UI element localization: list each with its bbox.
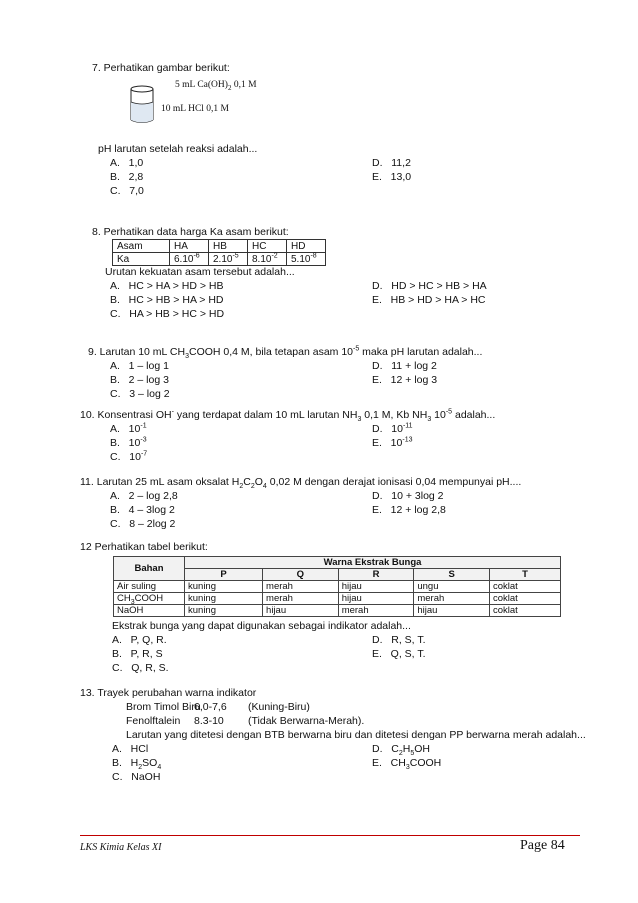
q12-title: 12 Perhatikan tabel berikut:	[80, 541, 208, 553]
ka-header-cell: HA	[170, 240, 209, 253]
table-cell: kuning	[185, 581, 263, 593]
ka-row-label: Ka	[113, 253, 170, 266]
q13-d-sub: 2	[398, 750, 403, 758]
row-label-sub: 3	[130, 598, 135, 606]
q12-option-b: B. P, R, S	[112, 648, 163, 660]
ka-header-cell: Asam	[113, 240, 170, 253]
q13-b-text: SO	[142, 757, 158, 769]
q9-text: COOH 0,4 M, bila tetapan asam 10	[189, 346, 353, 358]
table-cell: hijau	[414, 605, 490, 617]
ka-table-row	[113, 253, 326, 266]
q10-sub: 3	[427, 416, 432, 424]
table-cell: ungu	[414, 581, 490, 593]
q9-option-d: D. 11 + log 2	[372, 360, 437, 372]
q10-d-exp: -11	[402, 422, 413, 430]
q9-option-e: E. 12 + log 3	[372, 374, 438, 386]
ka-base: 6.10	[174, 253, 194, 265]
ka-cell	[170, 253, 209, 266]
table-cell: coklat	[490, 593, 561, 605]
row-label-text: CH	[117, 593, 131, 604]
q10-c-exp: -7	[140, 450, 148, 458]
q11-sub: 2	[239, 483, 244, 491]
q11-option-a: A. 2 – log 2,8	[110, 490, 178, 502]
q13-d-text: D. C	[372, 743, 399, 755]
q7-option-c: C. 7,0	[110, 185, 144, 197]
q13-b-text: B. H	[112, 757, 139, 769]
q13-stem: Larutan yang ditetesi dengan BTB berwarna biru dan ditetesi dengan PP berwarna merah adalah...	[126, 729, 586, 741]
indicator-1-name: Brom Timol Biru	[126, 701, 201, 713]
q10-a-exp: -1	[140, 422, 147, 430]
q8-option-b: B. HC > HB > HA > HD	[110, 294, 224, 306]
q9-stem	[88, 345, 483, 361]
q10-sub: 3	[357, 416, 362, 424]
table-row	[114, 605, 561, 617]
table-header-row	[114, 557, 561, 569]
row-label: Air suling	[114, 581, 185, 593]
q10-text: 10	[431, 409, 446, 421]
ka-table	[112, 239, 326, 266]
ka-exp: -5	[232, 252, 239, 260]
footer-left: LKS Kimia Kelas XI	[80, 842, 162, 853]
q13-option-d	[372, 743, 430, 758]
q8-option-d: D. HD > HC > HB > HA	[372, 280, 487, 292]
ka-exp: -6	[193, 252, 200, 260]
q11-option-c: C. 8 – 2log 2	[110, 518, 176, 530]
q10-c-text: C. 10	[110, 451, 141, 463]
q10-text: 0,1 M, Kb NH	[361, 409, 428, 421]
q12-option-a: A. P, Q, R.	[112, 634, 167, 646]
q9-sub: 3	[185, 353, 189, 361]
table-cell: merah	[338, 605, 414, 617]
q8-option-a: A. HC > HA > HD > HB	[110, 280, 224, 292]
q8-option-c: C. HA > HB > HC > HD	[110, 308, 225, 320]
ka-exp: -2	[271, 252, 278, 260]
q10-option-d	[372, 423, 413, 435]
ka-base: 5.10	[291, 253, 311, 265]
ka-table-header	[113, 240, 326, 253]
q9-option-b: B. 2 – log 3	[110, 374, 169, 386]
q11-text: C	[243, 476, 251, 488]
table-cell: merah	[263, 593, 339, 605]
q10-option-c	[110, 451, 147, 463]
q11-sub: 2	[250, 483, 255, 491]
ka-cell	[209, 253, 248, 266]
table-cell: merah	[414, 593, 490, 605]
q13-d-text: H	[402, 743, 411, 755]
q11-text: 11. Larutan 25 mL asam oksalat H	[80, 476, 240, 488]
q7-label-bottom: 10 mL HCl 0,1 M	[161, 104, 229, 114]
q12-option-e: E. Q, S, T.	[372, 648, 426, 660]
q13-title: 13. Trayek perubahan warna indikator	[80, 687, 257, 699]
table-row	[114, 581, 561, 593]
flower-extract-table	[113, 556, 561, 617]
q11-option-b: B. 4 – 3log 2	[110, 504, 175, 516]
q9-text: 9. Larutan 10 mL CH	[88, 346, 186, 358]
ka-cell	[248, 253, 287, 266]
q12-stem: Ekstrak bunga yang dapat digunakan sebagai indikator adalah...	[112, 620, 411, 632]
q11-sub: 4	[262, 483, 267, 491]
col-header: S	[414, 569, 490, 581]
q10-text: 10. Konsentrasi OH	[80, 409, 172, 421]
table-cell: hijau	[338, 581, 414, 593]
indicator-2-range: 8.3-10	[194, 715, 224, 727]
q7-option-d: D. 11,2	[372, 157, 411, 169]
table-cell: hijau	[338, 593, 414, 605]
q13-b-sub: 4	[157, 764, 162, 772]
q11-stem	[80, 476, 522, 491]
q7-stem: pH larutan setelah reaksi adalah...	[98, 143, 258, 155]
q10-option-b	[110, 437, 147, 449]
q7-label-top-sub: 2	[227, 83, 232, 92]
q10-text: adalah...	[452, 409, 496, 421]
row-label-text: COOH	[134, 593, 164, 604]
q13-d-text: OH	[414, 743, 430, 755]
q10-d-text: D. 10	[372, 423, 403, 435]
table-row	[114, 593, 561, 605]
q11-option-d: D. 10 + 3log 2	[372, 490, 444, 502]
q10-e-text: E. 10	[372, 437, 403, 449]
beaker-icon	[128, 84, 156, 126]
q10-option-e	[372, 437, 412, 449]
q10-sup: -	[171, 408, 174, 416]
ka-header-cell: HB	[209, 240, 248, 253]
table-cell: merah	[263, 581, 339, 593]
q13-option-e	[372, 757, 442, 772]
ka-base: 2.10	[213, 253, 233, 265]
q13-option-c: C. NaOH	[112, 771, 161, 783]
q7-label-top-conc: 0,1 M	[231, 80, 257, 90]
indicator-2-color: (Tidak Berwarna-Merah).	[248, 715, 365, 727]
table-cell: hijau	[263, 605, 339, 617]
table-cell: kuning	[185, 605, 263, 617]
indicator-2-name: Fenolftalein	[126, 715, 181, 727]
q10-e-exp: -13	[402, 436, 413, 444]
q7-label-top-text: 5 mL Ca(OH)	[175, 80, 228, 90]
q10-a-text: A. 10	[110, 423, 141, 435]
q10-b-exp: -3	[140, 436, 147, 444]
q12-option-c: C. Q, R, S.	[112, 662, 169, 674]
q10-sup: -5	[445, 408, 453, 416]
ka-exp: -8	[310, 252, 317, 260]
q13-d-sub: 5	[410, 750, 415, 758]
q11-option-e: E. 12 + log 2,8	[372, 504, 446, 516]
col-header: P	[185, 569, 263, 581]
ka-base: 8.10	[252, 253, 272, 265]
warna-group-header: Warna Ekstrak Bunga	[185, 557, 561, 569]
q10-text: yang terdapat dalam 10 mL larutan NH	[173, 409, 358, 421]
q7-title: 7. Perhatikan gambar berikut:	[92, 62, 230, 74]
q10-option-a	[110, 423, 147, 435]
q7-option-a: A. 1,0	[110, 157, 144, 169]
q10-b-text: B. 10	[110, 437, 141, 449]
col-header: T	[490, 569, 561, 581]
q7-option-e: E. 13,0	[372, 171, 412, 183]
q13-e-text: COOH	[409, 757, 442, 769]
footer-divider	[80, 835, 580, 836]
q9-text: maka pH larutan adalah...	[359, 346, 483, 358]
q8-option-e: E. HB > HD > HA > HC	[372, 294, 486, 306]
q13-e-sub: 3	[405, 764, 410, 772]
q9-option-c: C. 3 – log 2	[110, 388, 170, 400]
col-header: Q	[263, 569, 339, 581]
q7-label-top	[175, 80, 257, 90]
q9-option-a: A. 1 – log 1	[110, 360, 169, 372]
indicator-1-range: 6,0-7,6	[194, 701, 227, 713]
table-cell: kuning	[185, 593, 263, 605]
q8-stem: Urutan kekuatan asam tersebut adalah...	[105, 266, 295, 278]
bahan-header: Bahan	[114, 557, 185, 581]
ka-cell	[287, 253, 326, 266]
q13-option-b	[112, 757, 162, 772]
indicator-1-color: (Kuning-Biru)	[248, 701, 310, 713]
ka-header-cell: HD	[287, 240, 326, 253]
ka-header-cell: HC	[248, 240, 287, 253]
row-label: NaOH	[114, 605, 185, 617]
q7-option-b: B. 2,8	[110, 171, 144, 183]
q13-option-a: A. HCl	[112, 743, 149, 755]
q13-e-text: E. CH	[372, 757, 406, 769]
q10-stem	[80, 408, 496, 424]
row-label	[114, 593, 185, 605]
q12-option-d: D. R, S, T.	[372, 634, 426, 646]
col-header: R	[338, 569, 414, 581]
page-number: Page 84	[520, 838, 565, 853]
table-cell: coklat	[490, 605, 561, 617]
table-cell: coklat	[490, 581, 561, 593]
q11-text: 0,02 M dengan derajat ionisasi 0,04 mempunyai pH....	[266, 476, 522, 488]
q11-text: O	[254, 476, 263, 488]
q13-b-sub: 2	[138, 764, 143, 772]
q9-sup: -5	[353, 345, 360, 353]
q8-title: 8. Perhatikan data harga Ka asam berikut:	[92, 226, 289, 238]
